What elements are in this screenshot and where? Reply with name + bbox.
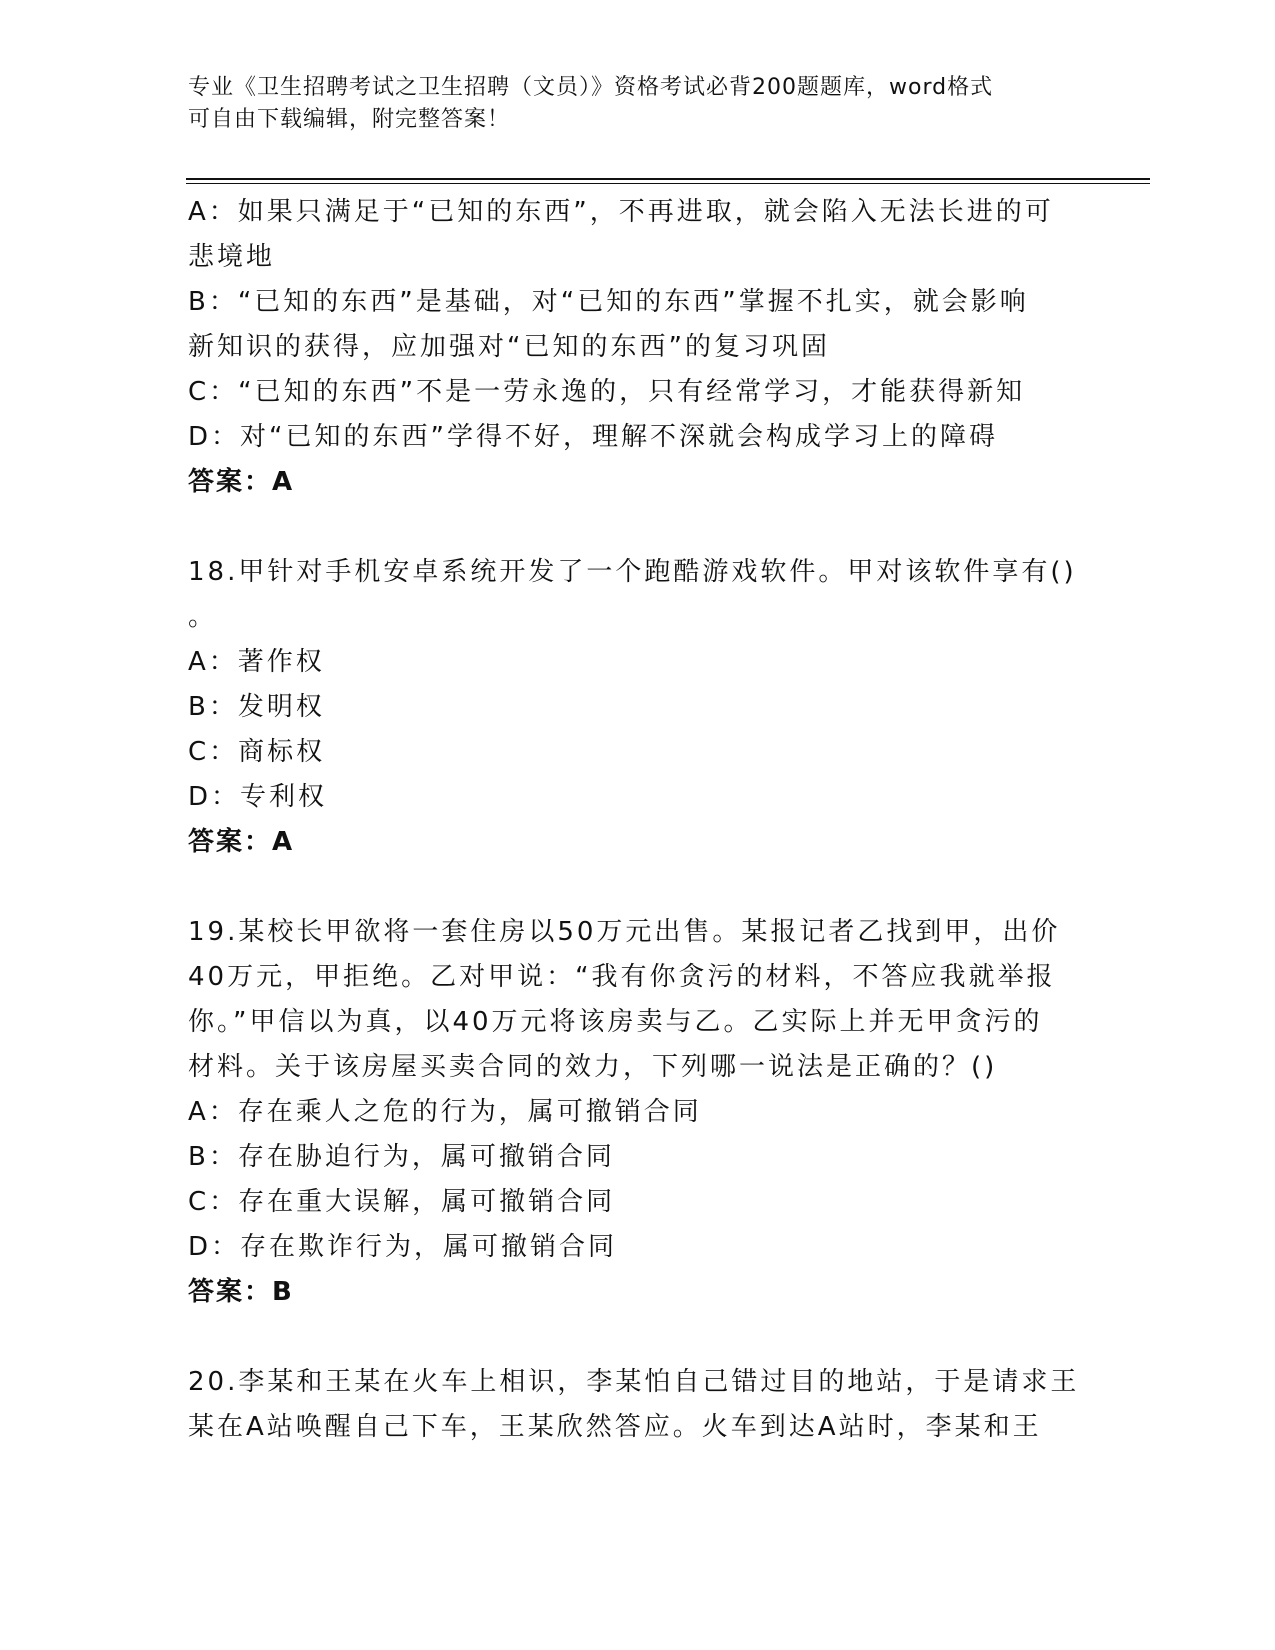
option-d: D：专利权	[188, 782, 328, 812]
question-stem-line-3: 你。”甲信以为真，以40万元将该房卖与乙。乙实际上并无甲贪污的	[188, 1007, 1043, 1037]
option-b-line-2: 新知识的获得，应加强对“已知的东西”的复习巩固	[188, 332, 830, 362]
option-a-line-1: A：如果只满足于“已知的东西”，不再进取，就会陷入无法长进的可	[188, 197, 1054, 227]
question-stem-line-2: 40万元，甲拒绝。乙对甲说：“我有你贪污的材料，不答应我就举报	[188, 962, 1056, 992]
question-stem-line-1: 18.甲针对手机安卓系统开发了一个跑酷游戏软件。甲对该软件享有()	[188, 557, 1077, 587]
option-b-line-1: B：“已知的东西”是基础，对“已知的东西”掌握不扎实，就会影响	[188, 287, 1029, 317]
option-b: B：发明权	[188, 692, 325, 722]
option-c: C：存在重大误解，属可撤销合同	[188, 1187, 616, 1217]
spacer	[188, 1315, 1068, 1360]
question-20	[188, 1360, 1080, 1450]
spacer	[188, 865, 1068, 910]
question-stem-line-2: 。	[188, 602, 218, 632]
question-stem-line-2: 某在A站唤醒自己下车，王某欣然答应。火车到达A站时，李某和王	[188, 1412, 1042, 1442]
header-rule-thin	[186, 183, 1150, 184]
spacer	[188, 505, 1068, 550]
option-b: B：存在胁迫行为，属可撤销合同	[188, 1142, 615, 1172]
option-a: A：著作权	[188, 647, 325, 677]
question-stem-line-4: 材料。关于该房屋买卖合同的效力，下列哪一说法是正确的？()	[188, 1052, 998, 1082]
answer: 答案：A	[188, 827, 295, 857]
header-line-2: 可自由下载编辑，附完整答案！	[188, 107, 511, 132]
option-d: D：存在欺诈行为，属可撤销合同	[188, 1232, 618, 1262]
option-a: A：存在乘人之危的行为，属可撤销合同	[188, 1097, 702, 1127]
header-rule-thick	[186, 178, 1150, 180]
question-18	[188, 550, 1077, 865]
header-line-1: 专业《卫生招聘考试之卫生招聘（文员）》资格考试必背200题题库，word格式	[188, 75, 994, 100]
question-17-options	[188, 190, 1068, 505]
option-c: C：商标权	[188, 737, 326, 767]
option-d: D：对“已知的东西”学得不好，理解不深就会构成学习上的障碍	[188, 422, 998, 452]
option-a-line-2: 悲境地	[188, 242, 276, 272]
document-header	[188, 72, 1068, 136]
answer: 答案：B	[188, 1277, 294, 1307]
document-body	[188, 190, 1080, 1450]
question-19	[188, 910, 1068, 1315]
question-stem-line-1: 19.某校长甲欲将一套住房以50万元出售。某报记者乙找到甲，出价	[188, 917, 1061, 947]
answer: 答案：A	[188, 467, 295, 497]
question-stem-line-1: 20.李某和王某在火车上相识，李某怕自己错过目的地站，于是请求王	[188, 1367, 1080, 1397]
option-c: C：“已知的东西”不是一劳永逸的，只有经常学习，才能获得新知	[188, 377, 1026, 407]
